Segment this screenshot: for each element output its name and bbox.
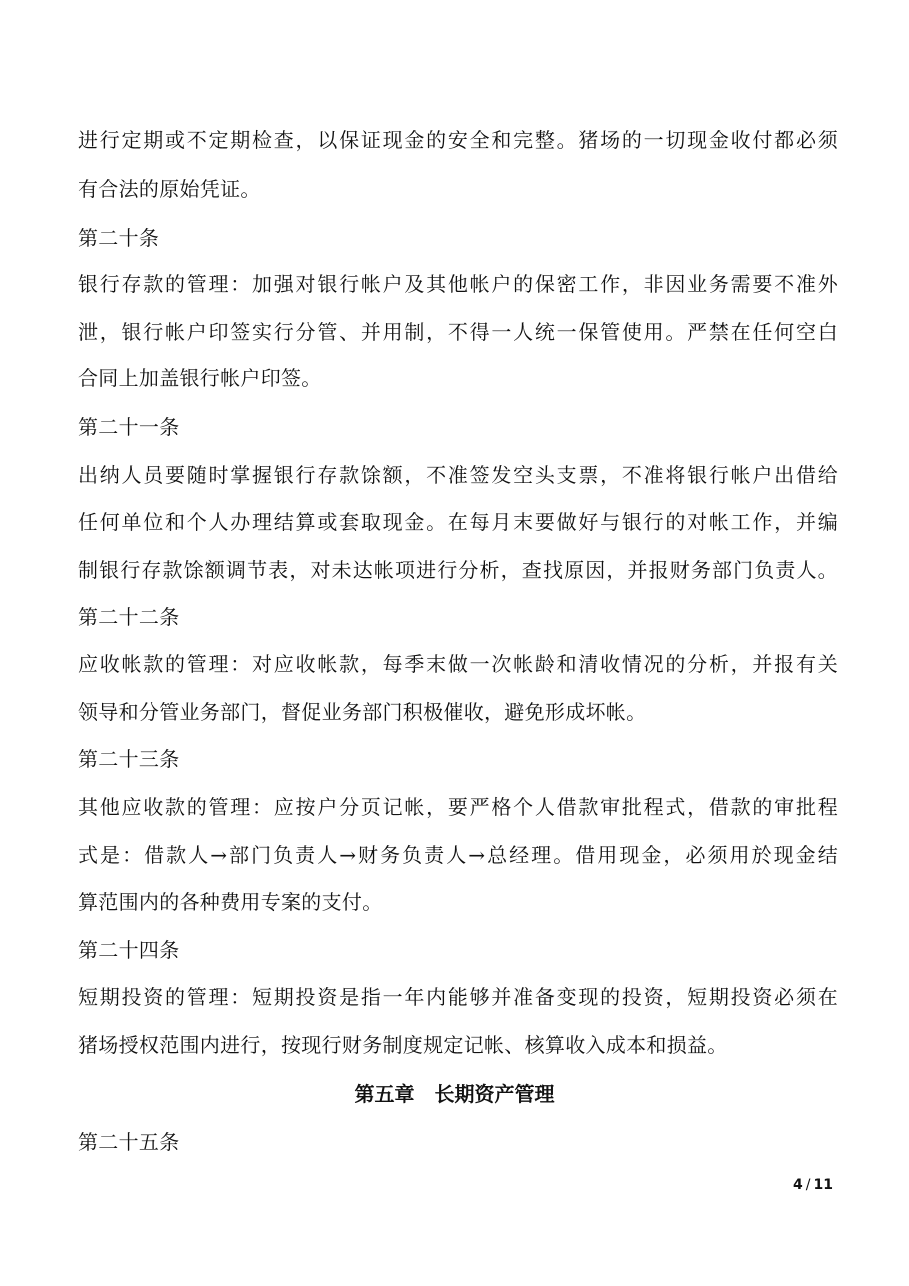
- article-number: 第二十条: [78, 226, 160, 250]
- article-number: 第二十一条: [78, 415, 180, 439]
- page-separator: /: [805, 1177, 811, 1193]
- body-line: 应收帐款的管理：对应收帐款，每季末做一次帐龄和清收情况的分析，并报有关: [78, 652, 838, 676]
- current-page: 4: [793, 1177, 803, 1193]
- body-line: 进行定期或不定期检查，以保证现金的安全和完整。猪场的一切现金收付都必须: [78, 128, 838, 152]
- body-line: 制银行存款馀额调节表，对未达帐项进行分析，查找原因，并报财务部门负责人。: [78, 558, 838, 582]
- article-number: 第二十四条: [78, 938, 180, 962]
- article-number: 第二十三条: [78, 747, 180, 771]
- body-line: 算范围内的各种费用专案的支付。: [78, 890, 383, 914]
- page-number: [793, 1176, 833, 1194]
- body-line: 出纳人员要随时掌握银行存款馀额，不准签发空头支票，不准将银行帐户出借给: [78, 463, 838, 487]
- body-line: 其他应收款的管理：应按户分页记帐，要严格个人借款审批程式，借款的审批程: [78, 795, 838, 819]
- body-line: 泄，银行帐户印签实行分管、并用制，不得一人统一保管使用。严禁在任何空白: [78, 320, 838, 344]
- body-line: 短期投资的管理：短期投资是指一年内能够并准备变现的投资，短期投资必须在: [78, 985, 838, 1009]
- body-line: 领导和分管业务部门，督促业务部门积极催收，避免形成坏帐。: [78, 700, 647, 724]
- article-number: 第二十五条: [78, 1130, 180, 1154]
- body-line: 猪场授权范围内进行，按现行财务制度规定记帐、核算收入成本和损益。: [78, 1033, 728, 1057]
- body-line: 任何单位和个人办理结算或套取现金。在每月末要做好与银行的对帐工作，并编: [78, 510, 838, 534]
- total-pages: 11: [813, 1177, 833, 1193]
- chapter-heading: 第五章 长期资产管理: [354, 1082, 555, 1106]
- body-line: 有合法的原始凭证。: [78, 177, 261, 201]
- body-line: 式是：借款人→部门负责人→财务负责人→总经理。借用现金，必须用於现金结: [78, 843, 838, 867]
- body-line: 合同上加盖银行帐户印签。: [78, 366, 322, 390]
- article-number: 第二十二条: [78, 605, 180, 629]
- body-line: 银行存款的管理：加强对银行帐户及其他帐户的保密工作，非因业务需要不准外: [78, 272, 838, 296]
